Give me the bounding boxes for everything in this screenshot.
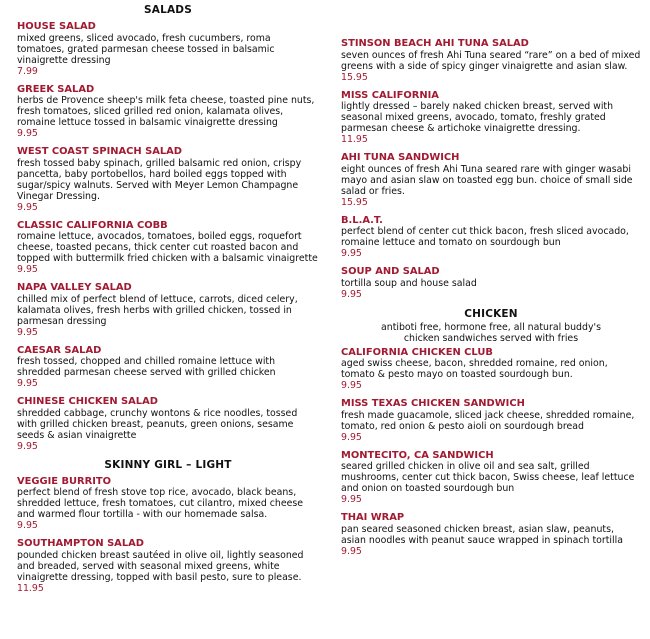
item-price: 11.95 <box>341 134 368 145</box>
item-price: 9.95 <box>341 248 362 259</box>
item-name: MONTECITO, CA SANDWICH <box>341 449 494 461</box>
item-price: 9.95 <box>341 494 362 505</box>
item-price: 9.95 <box>17 326 38 338</box>
item-description: lightly dressed – barely naked chicken breast, served with seasonal mixed greens, avocado, tomato, freshly grated parmesan cheese & artichoke vinaigrette dressing. <box>341 101 614 134</box>
menu-item-west-coast-spinach-salad <box>17 146 319 213</box>
section-title: SALADS <box>144 4 192 16</box>
menu-section <box>17 459 319 594</box>
menu-item-miss-california <box>341 90 641 146</box>
item-description: pan seared seasoned chicken breast, asian slaw, peanuts, asian noodles with peanut sauce wrapped in spinach tortilla <box>341 523 623 546</box>
section-title: SKINNY GIRL – LIGHT <box>104 458 232 471</box>
item-description: pounded chicken breast sautéed in olive oil, lightly seasoned and breaded, served with seasonal mixed greens, white vinaigrette dressing, topped with basil pesto, sure to please. <box>17 549 304 583</box>
item-name: GREEK SALAD <box>17 83 95 95</box>
item-name: WEST COAST SPINACH SALAD <box>17 146 182 157</box>
menu-item-soup-and-salad <box>341 266 641 300</box>
item-name: VEGGIE BURRITO <box>17 475 112 487</box>
item-price: 15.95 <box>341 196 368 208</box>
item-price: 9.95 <box>17 264 38 275</box>
menu-item-thai-wrap <box>341 512 641 557</box>
item-description: fresh tossed, chopped and chilled romaine lettuce with shredded parmesan cheese served with grilled chicken <box>17 356 276 378</box>
menu-item-veggie-burrito <box>17 476 319 532</box>
item-price: 9.95 <box>341 545 362 557</box>
item-price: 9.95 <box>341 380 362 391</box>
item-description: aged swiss cheese, bacon, shredded romaine, red onion, tomato & pesto mayo on toasted sourdough bun. <box>341 358 608 380</box>
item-price: 9.95 <box>17 201 38 213</box>
item-price: 9.95 <box>17 378 38 389</box>
item-name: B.L.A.T. <box>341 214 383 226</box>
item-description: perfect blend of center cut thick bacon, fresh sliced avocado, romaine lettuce and tomato on sourdough bun <box>341 226 629 248</box>
item-name: MISS CALIFORNIA <box>341 89 439 101</box>
item-name: STINSON BEACH AHI TUNA SALAD <box>341 38 529 49</box>
item-name: CAESAR SALAD <box>17 344 102 356</box>
menu-right-column <box>341 0 641 564</box>
section-subtitle: antiboti free, hormone free, all natural buddy's chicken sandwiches served with fries <box>381 321 601 344</box>
item-name: CALIFORNIA CHICKEN CLUB <box>341 346 493 358</box>
item-description: fresh made guacamole, sliced jack cheese, shredded romaine, tomato, red onion & pesto aioli on sourdough bread <box>341 409 635 432</box>
item-price: 9.95 <box>17 128 38 139</box>
item-description: herbs de Provence sheep's milk feta cheese, toasted pine nuts, fresh tomatoes, sliced grilled red onion, kalamata olives, romaine lettuce tossed in balsamic vinaigrette dressing <box>17 95 315 128</box>
menu-item-ahi-tuna-sandwich <box>341 152 641 208</box>
item-price: 9.95 <box>17 520 38 531</box>
section-title: CHICKEN <box>464 307 518 320</box>
menu-item-b-l-a-t <box>341 215 641 260</box>
item-price: 9.95 <box>341 288 362 300</box>
item-name: HOUSE SALAD <box>17 21 96 32</box>
item-price: 15.95 <box>341 71 368 83</box>
menu-item-greek-salad <box>17 84 319 140</box>
item-name: THAI WRAP <box>341 512 405 523</box>
item-name: NAPA VALLEY SALAD <box>17 282 132 293</box>
menu-item-montecito-ca-sandwich <box>341 450 641 506</box>
menu-section <box>341 308 641 557</box>
item-description: eight ounces of fresh Ahi Tuna seared rare with ginger wasabi mayo and asian slaw on toasted egg bun. choice of small side salad or fries. <box>341 163 633 197</box>
item-description: shredded cabbage, crunchy wontons & rice noodles, tossed with grilled chicken breast, peanuts, green onions, sesame seeds & asian vinaigrette <box>17 407 298 441</box>
menu-item-california-chicken-club <box>341 347 641 392</box>
item-price: 11.95 <box>17 582 44 594</box>
menu-left-column <box>17 0 319 601</box>
item-name: SOUTHAMPTON SALAD <box>17 538 144 549</box>
item-description: romaine lettuce, avocados, tomatoes, boiled eggs, roquefort cheese, toasted pecans, thick center cut roasted bacon and topped with buttermilk fried chicken with a balsamic vinaigrette <box>17 231 318 264</box>
item-description: perfect blend of fresh stove top rice, avocado, black beans, shredded lettuce, fresh tomatoes, cut cilantro, mixed cheese and warmed flour tortilla - with our homemade salsa. <box>17 487 304 520</box>
item-name: MISS TEXAS CHICKEN SANDWICH <box>341 398 525 409</box>
menu-item-stinson-beach-ahi-tuna-salad <box>341 38 641 83</box>
menu-section <box>17 4 319 452</box>
menu-section <box>341 38 641 300</box>
item-description: mixed greens, sliced avocado, fresh cucumbers, roma tomatoes, grated parmesan cheese tossed in balsamic vinaigrette dressing <box>17 32 275 66</box>
item-name: AHI TUNA SANDWICH <box>341 152 460 163</box>
item-price: 9.95 <box>17 440 38 452</box>
item-name: CHINESE CHICKEN SALAD <box>17 396 158 407</box>
item-price: 7.99 <box>17 65 38 77</box>
menu-item-napa-valley-salad <box>17 282 319 338</box>
item-name: SOUP AND SALAD <box>341 266 440 277</box>
menu-item-miss-texas-chicken-sandwich <box>341 398 641 443</box>
menu-item-caesar-salad <box>17 345 319 390</box>
menu-item-classic-california-cobb <box>17 220 319 276</box>
item-description: tortilla soup and house salad <box>341 277 477 289</box>
item-description: fresh tossed baby spinach, grilled balsamic red onion, crispy pancetta, baby portobellos, hard boiled eggs topped with sugar/spicy walnuts. Served with Meyer Lemon Champagne Vinegar Dressing. <box>17 157 302 202</box>
item-description: chilled mix of perfect blend of lettuce, carrots, diced celery, kalamata olives, fresh herbs with grilled chicken, tossed in parmesan dressing <box>17 293 298 327</box>
item-name: CLASSIC CALIFORNIA COBB <box>17 219 168 231</box>
item-description: seven ounces of fresh Ahi Tuna seared “rare” on a bed of mixed greens with a side of spicy ginger vinaigrette and asian slaw. <box>341 49 641 72</box>
menu-item-house-salad <box>17 21 319 77</box>
menu-item-chinese-chicken-salad <box>17 396 319 452</box>
item-description: seared grilled chicken in olive oil and sea salt, grilled mushrooms, center cut thick bacon, Swiss cheese, leaf lettuce and onion on toasted sourdough bun <box>341 461 635 494</box>
menu-item-southampton-salad <box>17 538 319 594</box>
item-price: 9.95 <box>341 431 362 443</box>
